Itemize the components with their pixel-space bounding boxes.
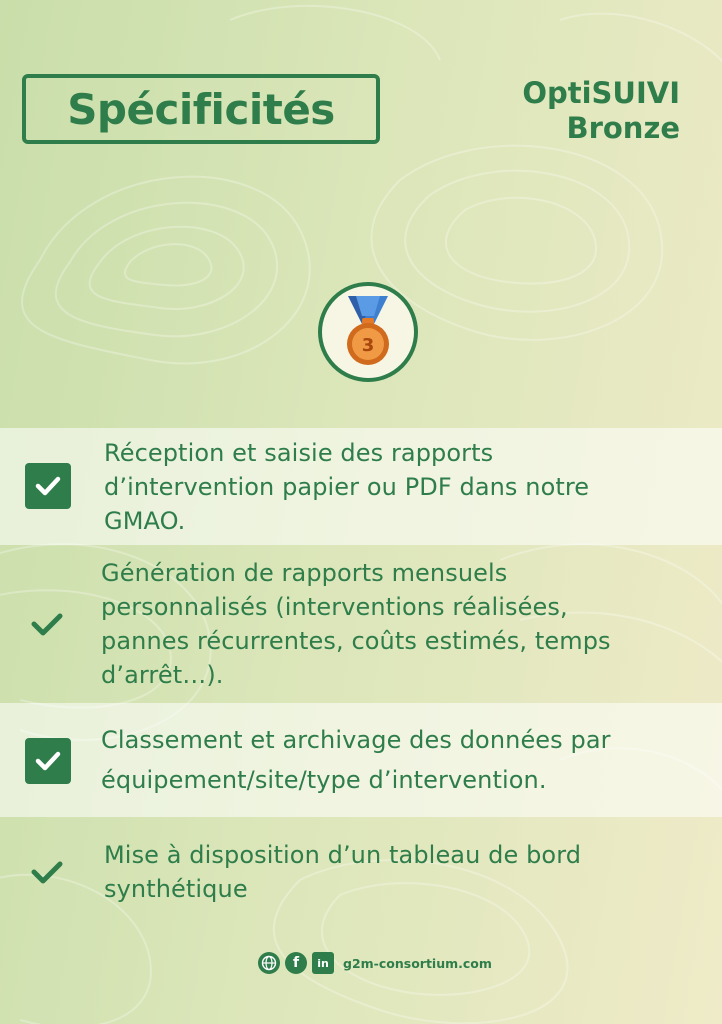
feature-text-2: Génération de rapports mensuels personnalisés (interventions réalisées, pannes récurrentes, coûts estimés, temps d’arrêt…). (101, 559, 611, 689)
bronze-medal-icon (318, 282, 418, 382)
website-link[interactable]: g2m-consortium.com (343, 955, 492, 971)
feature-row-2 (0, 545, 722, 703)
globe-icon[interactable] (258, 952, 280, 974)
feature-text-3: Classement et archivage des données par équipement/site/type d’intervention. (101, 726, 611, 794)
feature-row-1 (0, 428, 722, 545)
feature-row-3 (0, 703, 722, 817)
linkedin-glyph: in (317, 956, 329, 970)
medal-number: 3 (361, 335, 375, 356)
checkbox-checked-icon (25, 463, 71, 509)
footer (258, 950, 492, 976)
facebook-icon[interactable] (285, 952, 307, 974)
checkmark-icon (26, 603, 68, 645)
checkbox-checked-icon (25, 738, 71, 784)
brand-block (522, 76, 680, 146)
brand-name: OptiSUIVI (522, 76, 680, 110)
linkedin-icon[interactable] (312, 952, 334, 974)
feature-text-1: Réception et saisie des rapports d’intervention papier ou PDF dans notre GMAO. (104, 438, 590, 535)
title-box (22, 74, 380, 144)
brand-tier: Bronze (566, 111, 680, 145)
facebook-glyph: f (292, 955, 300, 971)
page-title: Spécificités (67, 84, 335, 134)
checkmark-icon (26, 851, 68, 893)
feature-text-4: Mise à disposition d’un tableau de bord synthétique (104, 841, 582, 903)
feature-row-4 (0, 817, 722, 927)
bronze-medal-badge (318, 282, 418, 382)
